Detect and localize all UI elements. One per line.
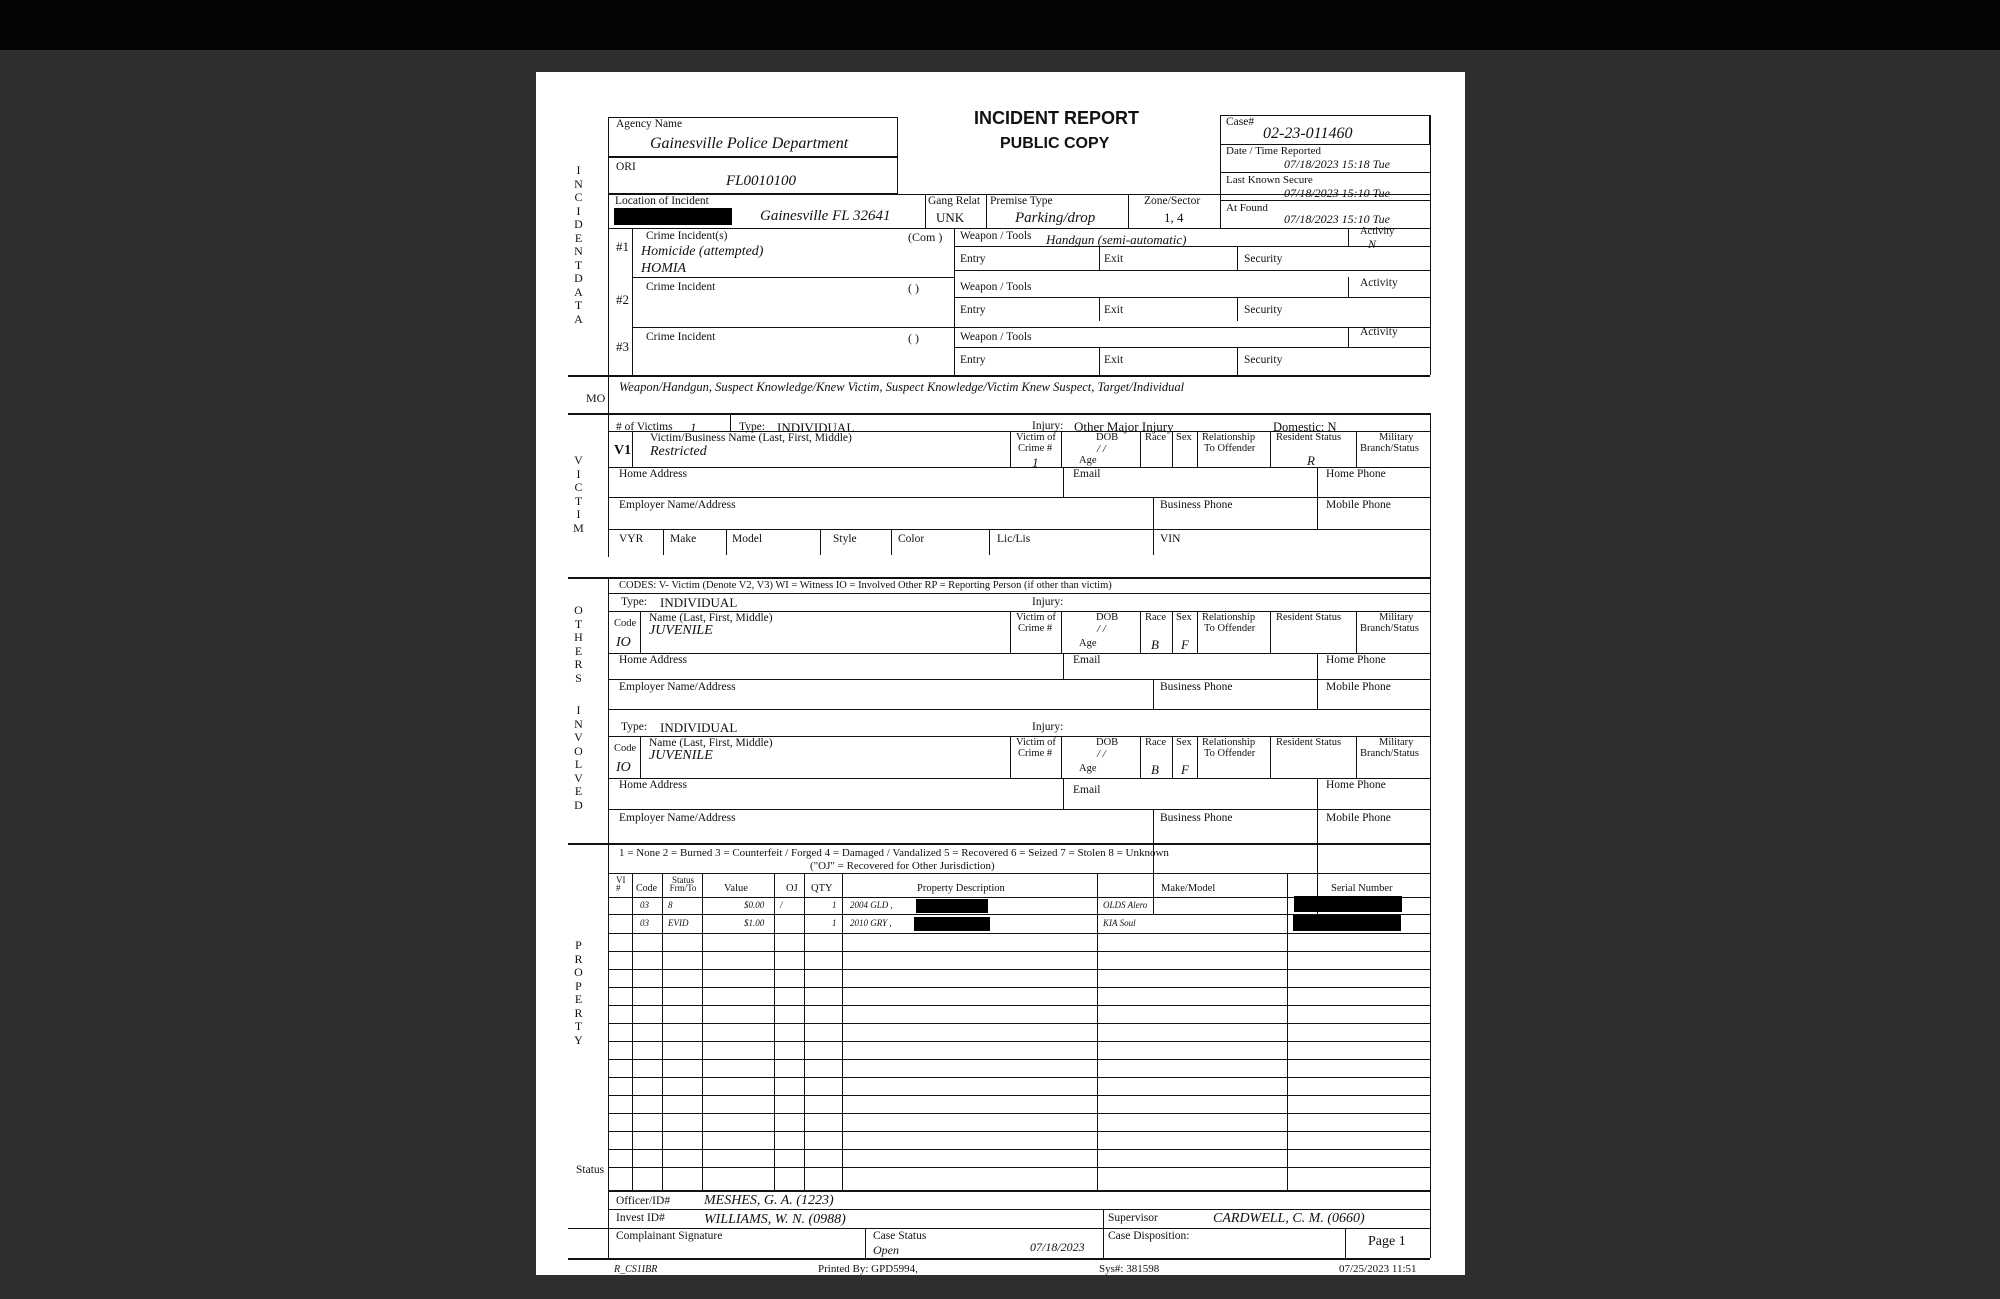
viewer-top-bar: [0, 0, 2000, 50]
activity2-label: Activity: [1360, 277, 1398, 289]
victim-resident-value: R: [1307, 453, 1315, 468]
last-secure-label: Last Known Secure: [1226, 174, 1313, 186]
person2-employer-label: Employer Name/Address: [619, 812, 736, 824]
prop-row2-code: 03: [640, 918, 649, 928]
person2-type-label: Type:: [621, 721, 648, 733]
victim-dob-label: DOB: [1096, 432, 1119, 443]
weapon1-value: Handgun (semi-automatic): [1046, 232, 1187, 247]
section-label-property: PROPERTY: [574, 938, 583, 1047]
vehicle-vyr-label: VYR: [619, 533, 644, 545]
victim-dob-value: / /: [1097, 443, 1106, 455]
vehicle-make-label: Make: [670, 533, 697, 545]
prop-row1-desc-redacted: [916, 899, 988, 913]
person2-age-label: Age: [1079, 763, 1097, 774]
section-label-incident-data: INCIDENTDATA: [574, 163, 583, 326]
person1-resident-label: Resident Status: [1276, 612, 1342, 623]
person1-home-phone-label: Home Phone: [1326, 654, 1386, 666]
victim-injury-label: Injury:: [1032, 420, 1064, 432]
activity1-label: Activity: [1360, 226, 1395, 237]
property-codes-line2: ("OJ" = Recovered for Other Jurisdiction): [810, 860, 995, 872]
premise-value: Parking/drop: [1015, 210, 1096, 226]
prop-row2-status: EVID: [668, 918, 689, 928]
vehicle-style-label: Style: [833, 533, 857, 545]
person1-mobile-phone-label: Mobile Phone: [1326, 681, 1391, 693]
victim-of-value: 1: [1032, 455, 1039, 470]
prop-row1-oj: /: [780, 900, 783, 910]
prop-row2-serial-redacted: [1293, 915, 1401, 931]
case-status-label: Case Status: [873, 1230, 927, 1242]
location-value: Gainesville FL 32641: [760, 208, 891, 224]
person1-home-address-label: Home Address: [619, 654, 688, 666]
person1-victim-of-label-1: Victim of: [1016, 612, 1056, 623]
victim-home-phone-label: Home Phone: [1326, 468, 1386, 480]
crime3-label: Crime Incident: [646, 331, 716, 343]
person2-business-phone-label: Business Phone: [1160, 812, 1233, 824]
vehicle-lic-label: Lic/Lis: [997, 533, 1031, 545]
person1-code: IO: [616, 635, 631, 650]
crime1-label: Crime Incident(s): [646, 230, 728, 242]
prop-col-oj: OJ: [786, 883, 798, 894]
victim-of-label-1: Victim of: [1016, 432, 1056, 443]
case-label: Case#: [1226, 116, 1255, 128]
person1-sex-label: Sex: [1176, 612, 1192, 623]
person2-dob-label: DOB: [1096, 737, 1119, 748]
at-found-label: At Found: [1226, 202, 1268, 214]
prop-col-qty: QTY: [811, 883, 833, 894]
prop-row2-desc-redacted: [914, 917, 990, 931]
person2-victim-of-label-1: Victim of: [1016, 737, 1056, 748]
crime2-label: Crime Incident: [646, 281, 716, 293]
prop-row2-desc: 2010 GRY ,: [850, 918, 892, 928]
section-label-status: Status: [576, 1164, 605, 1176]
security3-label: Security: [1244, 354, 1283, 366]
person2-home-phone-label: Home Phone: [1326, 779, 1386, 791]
victim-name: Restricted: [650, 444, 707, 459]
prop-row1-value: $0.00: [744, 900, 765, 910]
prop-row1-qty: 1: [832, 900, 837, 910]
disposition-label: Case Disposition:: [1108, 1230, 1190, 1242]
victim-resident-label: Resident Status: [1276, 432, 1342, 443]
invest-label: Invest ID#: [616, 1212, 665, 1224]
prop-row1-serial-redacted: [1294, 896, 1402, 912]
prop-row1-make: OLDS Alero: [1103, 900, 1148, 910]
person1-type-value: INDIVIDUAL: [660, 595, 738, 610]
property-codes-line1: 1 = None 2 = Burned 3 = Counterfeit / Forged 4 = Damaged / Vandalized 5 = Recovered 6 = Seized 7 = Stolen 8 = Unknown: [619, 847, 1169, 859]
person2-code-label: Code: [614, 743, 637, 754]
person1-dob-value: / /: [1097, 623, 1106, 635]
page-number: Page 1: [1368, 1234, 1406, 1249]
person1-code-label: Code: [614, 618, 637, 629]
person1-email-label: Email: [1073, 654, 1101, 666]
crime3-number: #3: [616, 339, 629, 354]
victim-type-value: INDIVIDUAL: [777, 420, 855, 435]
person2-name-label: Name (Last, First, Middle): [649, 737, 773, 749]
prop-row1-code: 03: [640, 900, 649, 910]
zone-value: 1, 4: [1164, 210, 1184, 225]
weapon2-label: Weapon / Tools: [960, 281, 1032, 293]
person2-mobile-phone-label: Mobile Phone: [1326, 812, 1391, 824]
case-status-value: Open: [873, 1243, 899, 1257]
report-title: INCIDENT REPORT: [974, 108, 1140, 128]
victim-rel-label-2: To Offender: [1204, 443, 1256, 454]
vehicle-model-label: Model: [732, 533, 763, 545]
victim-military-label-1: Military: [1379, 432, 1414, 443]
victim-employer-label: Employer Name/Address: [619, 499, 736, 511]
prop-col-vi: VI #: [616, 875, 626, 893]
crime2-paren: ( ): [908, 281, 919, 295]
exit2-label: Exit: [1104, 304, 1124, 316]
redacted-address: [614, 208, 732, 225]
location-label: Location of Incident: [615, 195, 709, 207]
entry3-label: Entry: [960, 354, 986, 366]
mo-text: Weapon/Handgun, Suspect Knowledge/Knew Victim, Suspect Knowledge/Victim Knew Suspect, Target/Individual: [619, 380, 1185, 394]
security2-label: Security: [1244, 304, 1283, 316]
case-number: 02-23-011460: [1263, 125, 1353, 142]
case-status-date: 07/18/2023: [1030, 1240, 1085, 1254]
prop-col-status: Status Frm/To: [669, 875, 697, 893]
activity1-value: N: [1368, 237, 1377, 251]
person1-sex: F: [1181, 637, 1189, 652]
person1-race-label: Race: [1145, 612, 1166, 623]
person2-home-address-label: Home Address: [619, 779, 688, 791]
person2-rel-label-2: To Offender: [1204, 748, 1256, 759]
victim-sex-label: Sex: [1176, 432, 1192, 443]
exit1-label: Exit: [1104, 253, 1124, 265]
person2-name: JUVENILE: [649, 748, 713, 763]
section-label-victim: VICTIM: [573, 453, 584, 535]
zone-label: Zone/Sector: [1144, 195, 1201, 207]
person2-race: B: [1151, 762, 1159, 777]
person2-rel-label-1: Relationship: [1202, 737, 1256, 748]
officer-label: Officer/ID#: [616, 1195, 671, 1207]
victim-race-label: Race: [1145, 432, 1166, 443]
person1-military-label-1: Military: [1379, 612, 1414, 623]
person1-rel-label-1: Relationship: [1202, 612, 1256, 623]
num-victims-label: # of Victims: [616, 421, 673, 433]
prop-col-serial: Serial Number: [1331, 883, 1393, 894]
person2-military-label-2: Branch/Status: [1360, 748, 1419, 759]
prop-row1-status: 8: [668, 900, 673, 910]
sys-number: Sys#: 381598: [1099, 1263, 1160, 1275]
weapon3-label: Weapon / Tools: [960, 331, 1032, 343]
printed-by: Printed By: GPD5994,: [818, 1263, 918, 1275]
victim-code: V1: [614, 443, 632, 458]
crime1-line2: HOMIA: [641, 261, 687, 276]
person2-sex: F: [1181, 762, 1189, 777]
date-reported-label: Date / Time Reported: [1226, 145, 1322, 157]
entry1-label: Entry: [960, 253, 986, 265]
report-subtitle: PUBLIC COPY: [1000, 135, 1110, 152]
exit3-label: Exit: [1104, 354, 1124, 366]
weapon1-label: Weapon / Tools: [960, 230, 1032, 242]
person2-type-value: INDIVIDUAL: [660, 720, 738, 735]
person1-dob-label: DOB: [1096, 612, 1119, 623]
gang-label: Gang Relat: [928, 195, 981, 207]
person2-resident-label: Resident Status: [1276, 737, 1342, 748]
document-page: [536, 72, 1465, 1275]
crime2-number: #2: [616, 292, 629, 307]
section-label-others: OTHERS: [574, 603, 583, 685]
ori-label: ORI: [616, 161, 636, 173]
vehicle-color-label: Color: [898, 533, 925, 545]
incident-report-form: [536, 72, 1465, 1275]
agency-name: Gainesville Police Department: [650, 135, 849, 152]
person1-race: B: [1151, 637, 1159, 652]
person1-name-label: Name (Last, First, Middle): [649, 612, 773, 624]
agency-label: Agency Name: [616, 118, 683, 130]
person2-race-label: Race: [1145, 737, 1166, 748]
crime1-number: #1: [616, 239, 629, 254]
form-id: R_CS1IBR: [614, 1264, 658, 1275]
prop-col-make: Make/Model: [1161, 883, 1216, 894]
prop-col-desc: Property Description: [917, 883, 1005, 894]
victim-mobile-phone-label: Mobile Phone: [1326, 499, 1391, 511]
date-reported-value: 07/18/2023 15:18 Tue: [1284, 157, 1391, 171]
prop-row2-make: KIA Soul: [1103, 918, 1136, 928]
person1-employer-label: Employer Name/Address: [619, 681, 736, 693]
person1-military-label-2: Branch/Status: [1360, 623, 1419, 634]
supervisor-value: CARDWELL, C. M. (0660): [1213, 1211, 1365, 1226]
prop-row1-desc: 2004 GLD ,: [850, 900, 893, 910]
person2-dob-value: / /: [1097, 748, 1106, 760]
victim-home-address-label: Home Address: [619, 468, 688, 480]
activity3-label: Activity: [1360, 326, 1398, 338]
section-label-involved: INVOLVED: [574, 703, 583, 812]
victim-rel-label-1: Relationship: [1202, 432, 1256, 443]
victim-business-phone-label: Business Phone: [1160, 499, 1233, 511]
crime1-line1: Homicide (attempted): [641, 244, 764, 259]
victim-injury-value: Other Major Injury: [1074, 419, 1174, 434]
victim-military-label-2: Branch/Status: [1360, 443, 1419, 454]
person1-injury-label: Injury:: [1032, 596, 1064, 608]
invest-value: WILLIAMS, W. N. (0988): [704, 1212, 846, 1227]
victim-email-label: Email: [1073, 468, 1101, 480]
person2-sex-label: Sex: [1176, 737, 1192, 748]
person1-name: JUVENILE: [649, 623, 713, 638]
others-codes-line: CODES: V- Victim (Denote V2, V3) WI = Witness IO = Involved Other RP = Reporting Person (if other than victim): [619, 580, 1112, 591]
person2-code: IO: [616, 760, 631, 775]
printed-at: 07/25/2023 11:51: [1339, 1263, 1417, 1275]
vehicle-vin-label: VIN: [1160, 533, 1181, 545]
entry2-label: Entry: [960, 304, 986, 316]
prop-row2-value: $1.00: [744, 918, 765, 928]
victim-domestic: Domestic: N: [1273, 420, 1337, 434]
person1-victim-of-label-2: Crime #: [1018, 623, 1053, 634]
person2-victim-of-label-2: Crime #: [1018, 748, 1053, 759]
victim-of-label-2: Crime #: [1018, 443, 1053, 454]
person1-rel-label-2: To Offender: [1204, 623, 1256, 634]
gang-value: UNK: [936, 210, 965, 225]
num-victims-value: 1: [690, 420, 697, 435]
crime1-com: (Com ): [908, 230, 943, 244]
ori-value: FL0010100: [726, 173, 797, 189]
person2-email-label: Email: [1073, 784, 1101, 796]
person1-business-phone-label: Business Phone: [1160, 681, 1233, 693]
victim-age-label: Age: [1079, 455, 1097, 466]
complainant-label: Complainant Signature: [616, 1230, 723, 1242]
prop-row2-qty: 1: [832, 918, 837, 928]
at-found-value: 07/18/2023 15:10 Tue: [1284, 212, 1391, 226]
section-label-mo: MO: [586, 391, 606, 405]
supervisor-label: Supervisor: [1108, 1212, 1158, 1224]
victim-type-label: Type:: [739, 421, 766, 433]
person1-type-label: Type:: [621, 596, 648, 608]
crime3-paren: ( ): [908, 331, 919, 345]
security1-label: Security: [1244, 253, 1283, 265]
prop-col-value: Value: [724, 883, 748, 894]
victim-name-label: Victim/Business Name (Last, First, Middle): [650, 432, 852, 444]
person2-injury-label: Injury:: [1032, 721, 1064, 733]
officer-value: MESHES, G. A. (1223): [704, 1193, 834, 1208]
last-secure-value: 07/18/2023 15:10 Tue: [1284, 186, 1391, 200]
person2-military-label-1: Military: [1379, 737, 1414, 748]
prop-col-code: Code: [636, 883, 658, 894]
person1-age-label: Age: [1079, 638, 1097, 649]
premise-label: Premise Type: [990, 195, 1053, 207]
